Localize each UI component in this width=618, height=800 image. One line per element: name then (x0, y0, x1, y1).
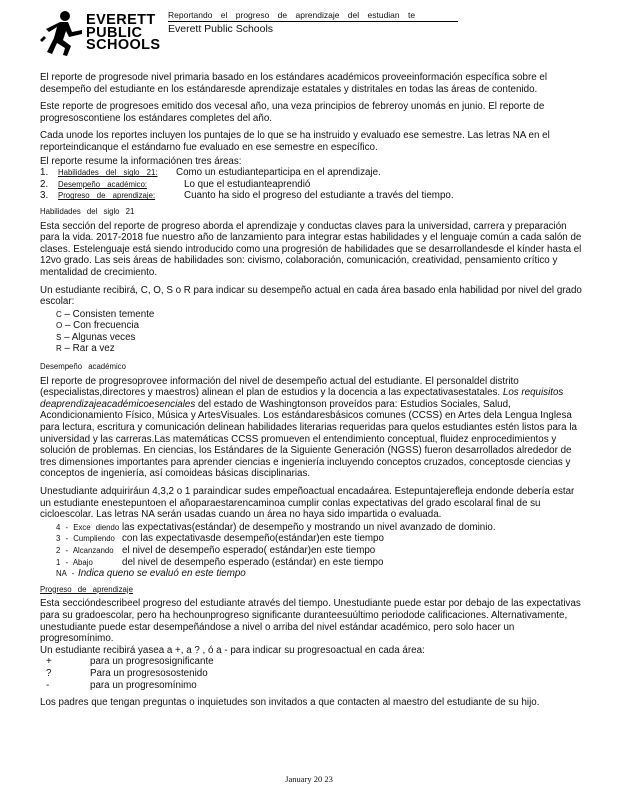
desempeno-text-b: del estado de Washingtonson proveídos para: Estudios Sociales, Salud, Acondicionamiento Físico, Música y ArtesVisuales. Los estándaresbásicos comunes (CCSS) en Artes dela Lengua Inglesa para lectura, escritura y comunicación delinean habilidades literarias requeridas para quelos estudiantes estén listos para la universidad y las carreras.Las matemáticas CCSS promueven el entendimiento conceptual, fluidez enprocedimientos y solución de problemas. En ciencias, los Estándares de la Siguiente Generación (NGSS) fueron desarrollados alrededor de tres dimensiones importantes para aprender ciencias e ingeniería incluyendo conceptos cruzados, conceptosde ciencias y conceptos de ingeniería, así comoideas básicas disciplinarias. (40, 398, 577, 480)
code-text: – Consisten temente (64, 308, 155, 320)
habilidades-codes (56, 309, 586, 355)
list-item (56, 533, 586, 545)
level-text: el nivel de desempeño esperado( estándar)en este tiempo (122, 544, 376, 556)
list-item (56, 522, 586, 534)
list-item (56, 332, 586, 344)
symbol-text: para un progresosignificante (90, 656, 214, 668)
list-label: Progreso de aprendizaje: (58, 191, 156, 201)
intro-paragraph-1: El reporte de progresode nivel primaria basado en los estándares académicos proveeinformación específica sobre el desempeño del estudiante en los estándaresde aprendizaje estatales y distritales en todas las áreas de contenido. (40, 72, 547, 95)
list-number: 3. (40, 190, 49, 202)
code-letter: S (56, 332, 62, 342)
level-key: 4 - Exce diendo (56, 522, 120, 532)
progreso-paragraph-1: Esta seccióndescribeel progreso del estudiante através del tiempo. Unestudiante puede estar por debajo de las expectativas para su gradoescolar, pero ha hechounprogreso significante duranteesuúltimo periodode calificaciones. Alternativamente, unestudiante puede estar desempeñándose a nivel o arriba del nivel estándar académico, pero solo hacer un progresomínimo. (40, 598, 581, 645)
list-item (40, 190, 586, 202)
code-letter: O (56, 321, 63, 331)
document-header (168, 10, 458, 35)
list-text: Cuanto ha sido el progreso del estudiante a través del tiempo. (184, 190, 454, 202)
code-text: – Con frecuencia (64, 320, 140, 332)
list-text: Como un estudianteparticipa en el aprendizaje. (176, 167, 381, 179)
intro-paragraph-2: Este reporte de progresoes emitido dos vecesal año, una veza principios de febreroy unomás en junio. El reporte de progresoscontiene los estándares completes del año. (40, 101, 545, 124)
document-title: Reportando el progreso de aprendizaje del estudian te (168, 10, 458, 22)
running-figure-icon (38, 10, 84, 58)
level-text: con las expectativasde desempeño(estándar)en este tiempo (122, 533, 384, 545)
list-text: Lo que el estudianteaprendió (184, 178, 311, 190)
district-logo (38, 10, 168, 58)
list-item (56, 320, 586, 332)
desempeno-italic-text: Los requisitos deaprendizajeacadémicoesenciales (40, 387, 564, 410)
areas-list (40, 167, 586, 202)
desempeno-levels (56, 522, 586, 580)
code-text: – Rar a vez (64, 343, 115, 355)
list-label: Desempeño académico: (58, 179, 148, 189)
habilidades-paragraph-1: Esta sección del reporte de progreso aborda el aprendizaje y conductas claves para la universidad, carrera y preparación para la vida. 2017-2018 fue nuestro año de lanzamiento para integrar estas habilidades y el lenguaje común a cada salón de clases. Estelenguaje está siendo introducido como una progresión de habilidades que se desarrollandesde el kínder hasta el 12vo grado. Las seis áreas de habilidades son: civismo, colaboración, comunicación, creatividad, pensamiento crítico y mentalidad de crecimiento. (40, 220, 582, 278)
progreso-paragraph-2: Un estudiante recibirá yasea a +, a ? , ó a - para indicar su progresoactual en cada área: (40, 644, 425, 656)
list-item (40, 167, 586, 179)
list-item (46, 656, 586, 668)
list-number: 1. (40, 167, 49, 179)
list-item (56, 545, 586, 557)
list-item (56, 309, 586, 321)
document-body (40, 72, 586, 715)
section-heading-progreso: Progreso de aprendizaje (40, 584, 133, 594)
intro-paragraph-4: El reporte resume la informaciónen tres áreas: (40, 155, 242, 167)
list-item (56, 557, 586, 569)
logo-wordmark (86, 14, 161, 52)
closing-paragraph: Los padres que tengan preguntas o inquietudes son invitados a que contacten al maestro del estudiante de su hijo. (40, 697, 540, 709)
intro-paragraph-3: Cada unode los reportes incluyen los puntajes de lo que se ha instruido y evaluado ese semestre. Las letras NA en el reporteindicanque el estándarno fue evaluado en ese semestre en específico. (40, 130, 550, 153)
code-text: – Algunas veces (64, 331, 136, 343)
symbol: + (46, 656, 52, 668)
list-item (40, 179, 586, 191)
list-number: 2. (40, 178, 49, 190)
footer-date: January 20 23 (285, 774, 333, 784)
level-text: Indica queno se evaluó en este tiempo (78, 568, 246, 580)
list-item (46, 668, 586, 680)
level-key: 3 - Cumpliendo (56, 534, 115, 544)
level-text: del nivel de desempeño esperado (estándar) en este tiempo (122, 556, 384, 568)
level-text: las expectativas(estándar) de desempeño y mostrando un nivel avanzado de dominio. (122, 521, 496, 533)
list-item (56, 343, 586, 355)
symbol-text: Para un progresosostenido (90, 667, 208, 679)
symbol: ? (46, 667, 52, 679)
section-heading-habilidades: Habilidades del siglo 21 (40, 206, 135, 216)
logo-line-2: PUBLIC (86, 24, 143, 41)
symbol-text: para un progresomínimo (90, 679, 197, 691)
symbol: - (46, 679, 50, 691)
level-key: NA - (56, 569, 75, 579)
code-letter: R (56, 344, 62, 354)
progreso-symbols (40, 656, 586, 691)
logo-line-3: SCHOOLS (86, 37, 161, 53)
document-subtitle: Everett Public Schools (168, 23, 274, 35)
habilidades-paragraph-2: Un estudiante recibirá, C, O, S o R para indicar su desempeño actual en cada área basado enla habilidad por nivel del grado escolar: (40, 284, 582, 308)
level-key: 2 - Alcanzando (56, 545, 114, 555)
list-item (56, 568, 586, 580)
list-label: Habilidades del siglo 21: (58, 168, 158, 178)
desempeno-paragraph-1 (40, 376, 586, 480)
code-letter: C (56, 309, 62, 319)
section-heading-desempeno: Desempeño académico (40, 362, 126, 372)
list-item (46, 680, 586, 692)
logo-line-1: EVERETT (86, 12, 156, 28)
desempeno-text-a: El reporte de progresoprovee información del nivel de desempeño actual del estudiante. El personaldel distrito (especialistas,directores y maestros) alinean el plan de estudios y la docencia a las expectativasestatales. (40, 375, 519, 399)
desempeno-paragraph-2: Unestudiante adquiriráun 4,3,2 o 1 paraindicar sudes empeñoactual encadaárea. Estepuntajerefleja endonde debería estar un estudiante enestepuntoen el añoparaestarencaminoa cumplir conlas expectativas del grado escolaral final de su cicloescolar. Las letras NA serán usadas cuando un área no haya sido impartida o evaluada. (40, 486, 575, 521)
level-key: 1 - Abajo (56, 557, 93, 567)
